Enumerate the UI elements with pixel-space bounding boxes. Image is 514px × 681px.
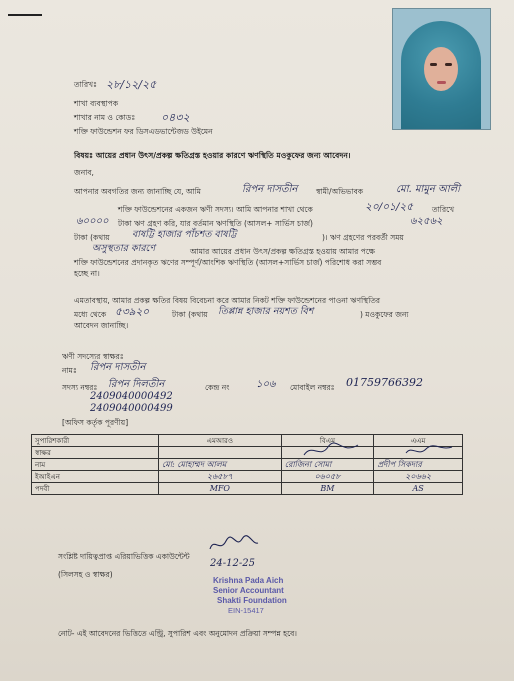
office-use-note: [অফিস কর্তৃক পূরণীয়] [62, 418, 129, 427]
date-value: ২৮/১২/২৫ [106, 78, 157, 91]
row-label: স্বাক্ষর [32, 447, 159, 459]
body-text: আমার আয়ের প্রধান উৎস/প্রকল্প ক্ষতিগ্রস্ত হওয়ায় আমার পক্ষে [190, 247, 375, 256]
table-row [32, 447, 463, 459]
accountant-label: সংশ্লিষ্ট দায়িত্বপ্রাপ্ত এরিয়াভিত্তিক একাউন্টেন্ট [58, 552, 190, 561]
body-text: টাকা ঋণ গ্রহণ করি, যার বর্তমান ঋণস্থিতি (আসল+ সার্ভিস চার্জ) [118, 219, 313, 228]
ein-cell: ২০৬৬২ [374, 471, 463, 483]
mobile-number-label: মোবাইল নম্বরঃ [290, 383, 335, 392]
table-row [32, 459, 463, 471]
table-header-row [32, 435, 463, 447]
handwritten-reason: অসুস্থতার কারণে [92, 243, 156, 254]
body-text: ) মওকুফের জন্য [360, 310, 409, 319]
handwritten-loan-amount: ৬০০০০ [76, 216, 109, 227]
body-text: মধ্যে থেকে [74, 310, 107, 319]
stamp-ein: EIN-15417 [228, 606, 264, 615]
designation-cell: BM [281, 483, 373, 495]
signature-date: 24-12-25 [210, 558, 255, 569]
center-number-label: কেন্দ্র নং [205, 383, 230, 392]
accountant-signature [208, 533, 260, 555]
handwritten-balance-words: বাষট্টি হাজার পাঁচশত বাষট্টি [132, 229, 237, 240]
member-signature-label: ঋণী সদস্যের স্বাক্ষরঃ [62, 352, 124, 361]
footer-note: নোট- এই আবেদনের ভিত্তিতে এন্ট্রি, সুপারিশ এবং অনুমোদন প্রক্রিয়া সম্পন্ন হবে। [58, 629, 297, 638]
handwritten-id-line-1: 2409040000492 [90, 391, 173, 402]
applicant-photo [392, 8, 491, 130]
body-text: এমতাবস্থায়, আমার প্রকল্প ক্ষতির বিষয় বিবেচনা করে আমার নিকট শক্তি ফাউন্ডেশনের পাওনা ঋণস্থিতির [74, 296, 381, 305]
handwritten-waiver-amount: ৫৩৯২০ [115, 306, 150, 318]
stamp-title: Senior Accountant [213, 586, 284, 595]
subject-line: বিষয়ঃ আয়ের প্রধান উৎস/প্রকল্প ক্ষতিগ্রস্ত হওয়ার কারণে ঋণস্থিতি মওকুফের জন্য আবেদন। [74, 151, 351, 160]
handwritten-mobile-number: 01759766392 [346, 376, 423, 389]
salutation: জনাব, [74, 168, 94, 177]
top-dash-mark [8, 14, 42, 16]
designation-cell: MFO [159, 483, 282, 495]
table-header-cell: বিএম [281, 435, 373, 447]
designation-cell: AS [374, 483, 463, 495]
branch-label: শাখার নাম ও কোডঃ [74, 113, 136, 122]
branch-code: ০৪৩২ [161, 111, 190, 124]
table-row [32, 471, 463, 483]
row-label: নাম [32, 459, 159, 471]
table-header-cell: এএম [374, 435, 463, 447]
body-text: আবেদন জানাচ্ছি। [74, 321, 129, 330]
member-number-label: সদস্য নম্বরঃ [62, 383, 98, 392]
organization-name: শক্তি ফাউন্ডেশন ফর ডিসএডভান্টেজড উইমেন [74, 127, 213, 136]
body-text: শক্তি ফাউন্ডেশনের প্রদানকৃত ঋণের সম্পূর্ণ/আংশিক ঋণস্থিতি (আসল+সার্ভিস চার্জ) পরিশোধ করা সম্ভব [74, 258, 382, 267]
handwritten-center-number: ১০৬ [256, 379, 276, 390]
signature-cell [159, 447, 282, 459]
date-label: তারিখঃ [74, 80, 97, 89]
signature-mark [404, 441, 454, 459]
row-label: পদবী [32, 483, 159, 495]
stamp-name: Krishna Pada Aich [213, 576, 284, 585]
handwritten-id-line-2: 2409040000499 [90, 403, 173, 414]
row-label: ইআইএন [32, 471, 159, 483]
stamp-organization: Shakti Foundation [217, 596, 287, 605]
handwritten-member-name: রিপন দাসতীন [242, 184, 298, 195]
handwritten-loan-date: ২০/০১/২৫ [365, 201, 414, 213]
ein-cell: ২৬৫৮৭ [159, 471, 282, 483]
signature-cell [281, 447, 373, 459]
body-text: আপনার অবগতির জন্য জানাচ্ছি যে, আমি [74, 187, 201, 196]
handwritten-member-number: রিপন দিলতীন [108, 379, 165, 390]
name-cell: রোজিনা সোমা [281, 459, 373, 471]
body-text: শক্তি ফাউন্ডেশনের একজন ঋণী সদস্য। আমি আপনার শাখা থেকে [118, 205, 313, 214]
table-row [32, 483, 463, 495]
recipient-title: শাখা ব্যবস্থাপক [74, 99, 119, 108]
body-text: হচ্ছে না। [74, 269, 100, 278]
body-text: টাকা (কথায় [172, 310, 208, 319]
body-text: টাকা (কথায় [74, 233, 110, 242]
handwritten-member-name-field: রিপন দাসতীন [90, 362, 146, 373]
handwritten-guardian-name: মো. মামুন আলী [396, 184, 460, 195]
handwritten-waiver-words: তিপ্পান্ন হাজার নয়শত বিশ [218, 306, 314, 317]
member-name-label: নামঃ [62, 366, 77, 375]
body-text: স্বামী/অভিভাবক [316, 187, 363, 196]
seal-signature-label: (সিলসহ ও স্বাক্ষর) [58, 570, 113, 579]
ein-cell: ০৬০৫৮ [281, 471, 373, 483]
signature-cell [374, 447, 463, 459]
name-cell: প্রদীপ সিকদার [374, 459, 463, 471]
body-text: )। ঋণ গ্রহণের পরবর্তী সময় [322, 233, 404, 242]
signature-mark [302, 441, 362, 459]
handwritten-balance: ৬২৫৬২ [410, 216, 443, 227]
name-cell: মো: মোহাম্মদ আলম [159, 459, 282, 471]
table-header-cell: সুপারিশকারী [32, 435, 159, 447]
body-text: তারিখে [432, 205, 455, 214]
recommendation-table [31, 434, 463, 495]
table-header-cell: এমআরও [159, 435, 282, 447]
